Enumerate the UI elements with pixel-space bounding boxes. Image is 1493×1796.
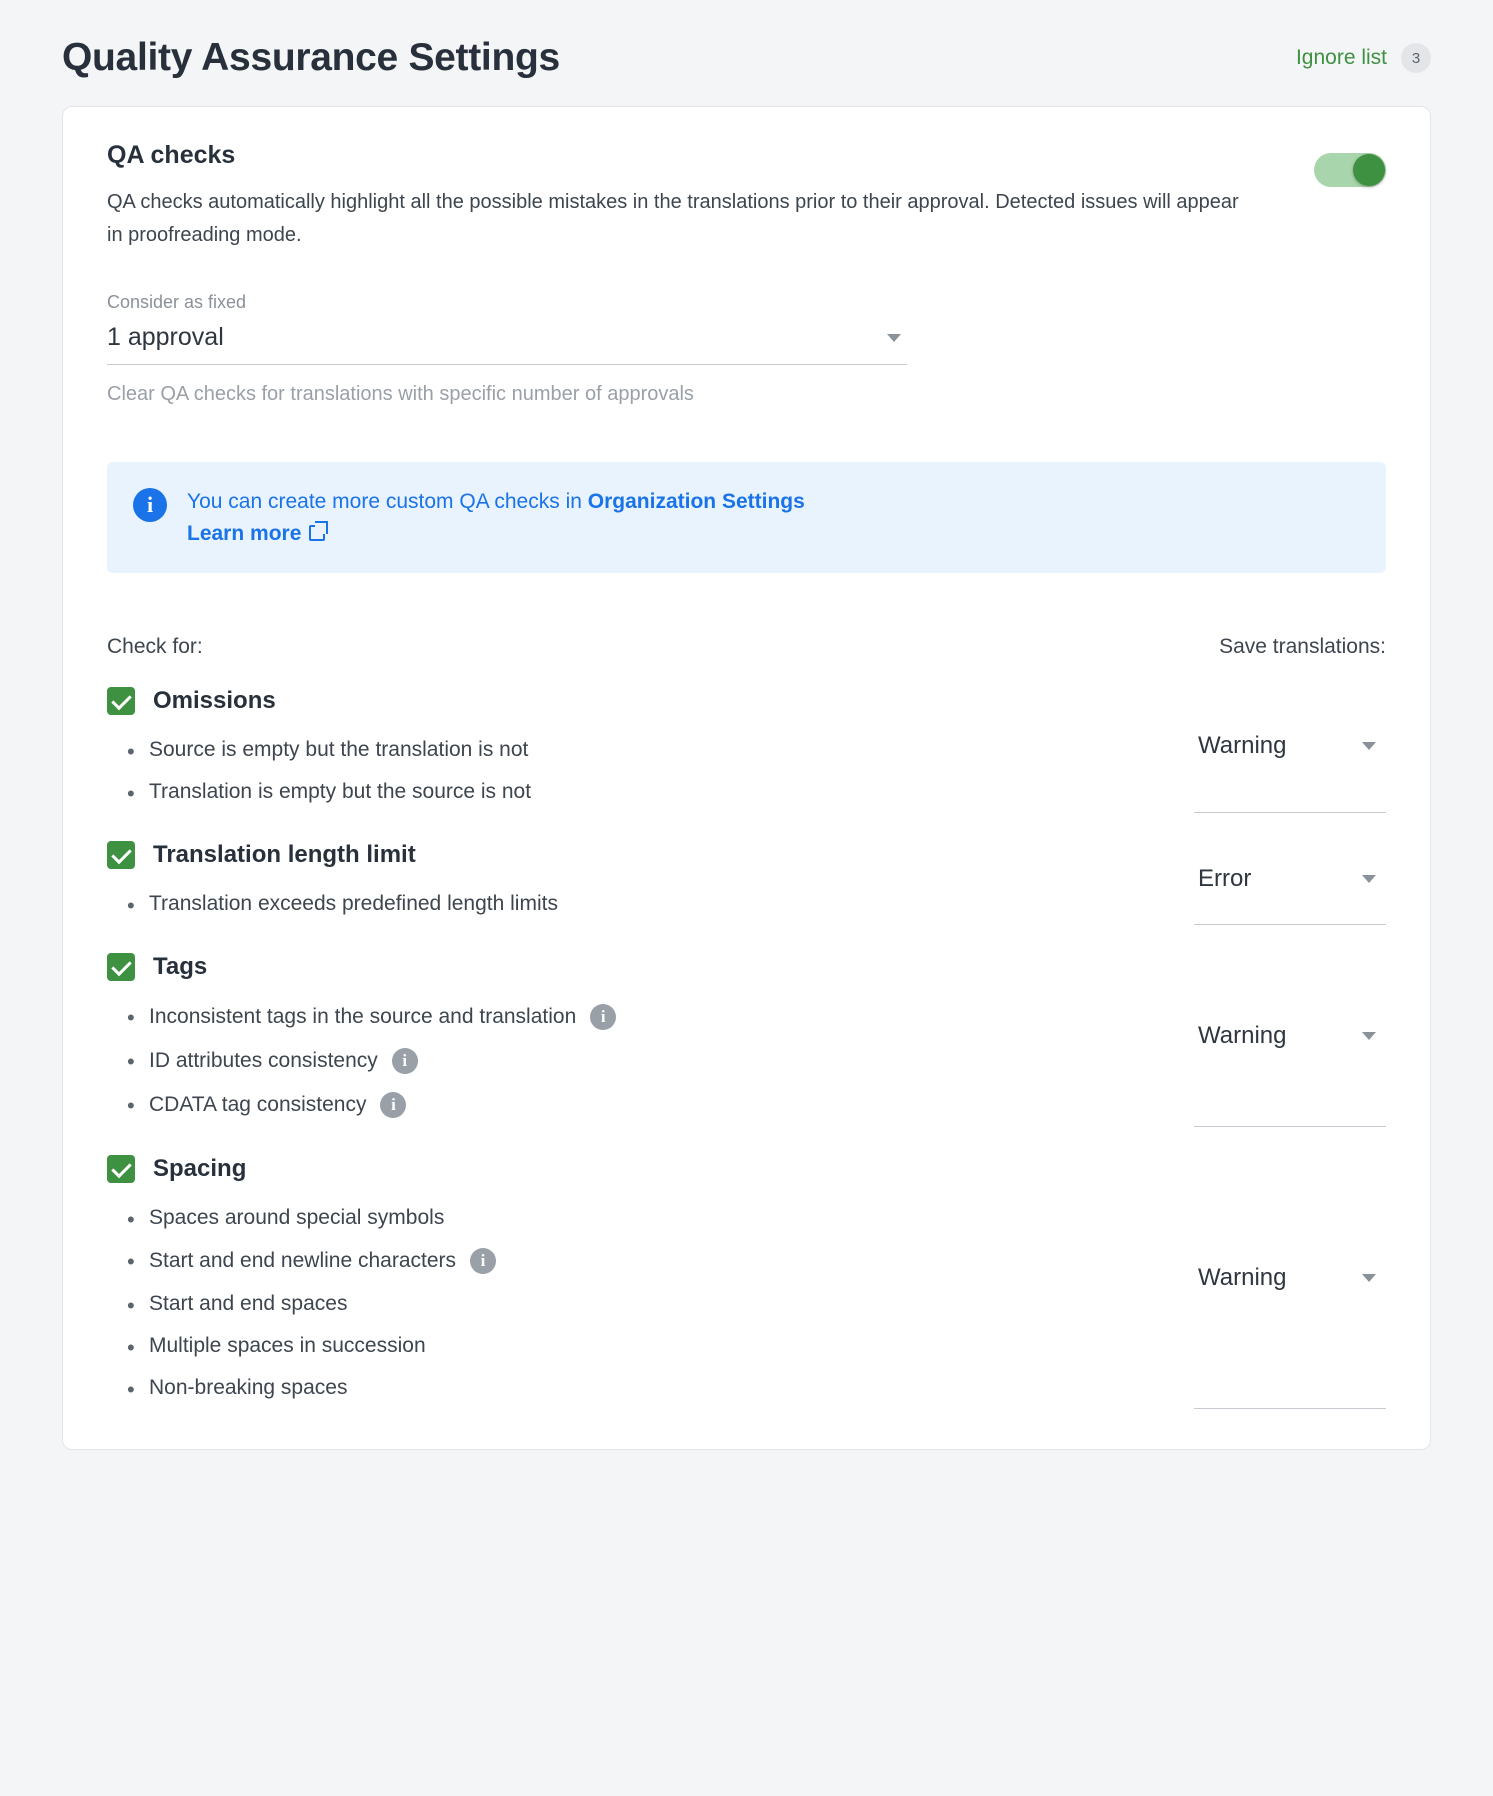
qa-checks-header-text — [107, 141, 1252, 252]
check-bullet-list — [107, 995, 1194, 1127]
checks-list-header — [107, 635, 1386, 659]
list-item — [107, 1325, 1194, 1367]
list-item — [107, 1039, 1194, 1083]
check-title: Spacing — [153, 1155, 247, 1182]
info-banner-text — [187, 486, 805, 549]
qa-checks-card — [62, 106, 1431, 1450]
check-title-row — [107, 687, 1194, 715]
severity-select[interactable] — [1194, 689, 1386, 813]
info-icon[interactable]: i — [392, 1048, 418, 1074]
consider-as-fixed-value: 1 approval — [107, 323, 224, 351]
check-bullet-label: • Translation exceeds predefined length limits — [149, 892, 558, 915]
severity-value: Warning — [1198, 1021, 1287, 1049]
chevron-down-icon — [887, 334, 901, 342]
qa-checks-title: QA checks — [107, 141, 236, 169]
check-bullet-list — [107, 1197, 1194, 1409]
info-banner — [107, 462, 1386, 573]
consider-as-fixed-hint: Clear QA checks for translations with specific number of approvals — [107, 383, 694, 405]
chevron-down-icon — [1362, 1274, 1376, 1282]
chevron-down-icon — [1362, 875, 1376, 883]
check-bullet-list — [107, 729, 1194, 813]
ignore-list-count-badge: 3 — [1401, 43, 1431, 73]
check-title: Tags — [153, 953, 208, 980]
info-icon[interactable]: i — [470, 1248, 496, 1274]
check-title-row — [107, 1155, 1194, 1183]
check-checkbox[interactable] — [107, 841, 135, 869]
check-bullet-label: • Spaces around special symbols — [149, 1206, 445, 1229]
list-item — [107, 1083, 1194, 1127]
check-title: Translation length limit — [153, 841, 416, 868]
check-bullet-list — [107, 883, 1194, 925]
check-checkbox[interactable] — [107, 953, 135, 981]
qa-checks-toggle[interactable] — [1314, 153, 1386, 187]
list-item — [107, 1197, 1194, 1239]
severity-value: Error — [1198, 864, 1252, 892]
list-item — [107, 1283, 1194, 1325]
list-item — [107, 771, 1194, 813]
list-item — [107, 995, 1194, 1039]
consider-as-fixed-field — [107, 292, 907, 406]
qa-checks-description: QA checks automatically highlight all the possible mistakes in the translations prior to their approval. Detected issues will appear in proofreading mode. — [107, 191, 1239, 246]
severity-select[interactable] — [1194, 843, 1386, 925]
check-bullet-label: • Multiple spaces in succession — [149, 1334, 426, 1357]
check-group-body — [107, 841, 1194, 925]
check-title-row — [107, 841, 1194, 869]
page-header — [0, 0, 1493, 106]
page-title: Quality Assurance Settings — [62, 36, 560, 79]
severity-value: Warning — [1198, 731, 1287, 759]
check-checkbox[interactable] — [107, 687, 135, 715]
info-icon: i — [133, 488, 167, 522]
header-actions — [1296, 43, 1431, 73]
list-item — [107, 883, 1194, 925]
check-group — [107, 687, 1386, 813]
check-bullet-label: • CDATA tag consistency — [149, 1093, 367, 1116]
save-translations-label: Save translations: — [1219, 635, 1386, 658]
severity-value: Warning — [1198, 1263, 1287, 1291]
external-link-icon — [309, 525, 325, 541]
check-group — [107, 841, 1386, 925]
check-checkbox[interactable] — [107, 1155, 135, 1183]
list-item — [107, 1239, 1194, 1283]
qa-checks-header — [107, 141, 1386, 252]
organization-settings-link[interactable]: Organization Settings — [587, 490, 805, 513]
info-icon[interactable]: i — [590, 1004, 616, 1030]
check-bullet-label: • Non-breaking spaces — [149, 1376, 348, 1399]
info-icon[interactable]: i — [380, 1092, 406, 1118]
info-banner-prefix: You can create more custom QA checks in — [187, 490, 588, 513]
check-for-label: Check for: — [107, 635, 203, 658]
list-item — [107, 1367, 1194, 1409]
check-bullet-label: • Start and end spaces — [149, 1292, 348, 1315]
chevron-down-icon — [1362, 1032, 1376, 1040]
check-bullet-label: • Source is empty but the translation is not — [149, 738, 529, 761]
ignore-list-link[interactable]: Ignore list — [1295, 46, 1387, 69]
check-title: Omissions — [153, 687, 276, 714]
learn-more-link[interactable] — [187, 518, 325, 550]
learn-more-label: Learn more — [187, 521, 302, 545]
list-item — [107, 729, 1194, 771]
check-group-body — [107, 687, 1194, 813]
check-bullet-label: • ID attributes consistency — [149, 1049, 378, 1072]
check-group — [107, 953, 1386, 1127]
check-bullet-label: • Translation is empty but the source is not — [149, 780, 532, 803]
toggle-knob — [1353, 154, 1385, 186]
check-title-row — [107, 953, 1194, 981]
consider-as-fixed-select[interactable] — [107, 323, 907, 365]
check-bullet-label: • Start and end newline characters — [149, 1249, 457, 1272]
consider-as-fixed-label: Consider as fixed — [107, 292, 247, 312]
severity-select[interactable] — [1194, 955, 1386, 1127]
checks-list — [107, 687, 1386, 1409]
check-group-body — [107, 1155, 1194, 1409]
check-group-body — [107, 953, 1194, 1127]
chevron-down-icon — [1362, 742, 1376, 750]
severity-select[interactable] — [1194, 1157, 1386, 1409]
check-group — [107, 1155, 1386, 1409]
check-bullet-label: • Inconsistent tags in the source and translation — [149, 1005, 577, 1028]
